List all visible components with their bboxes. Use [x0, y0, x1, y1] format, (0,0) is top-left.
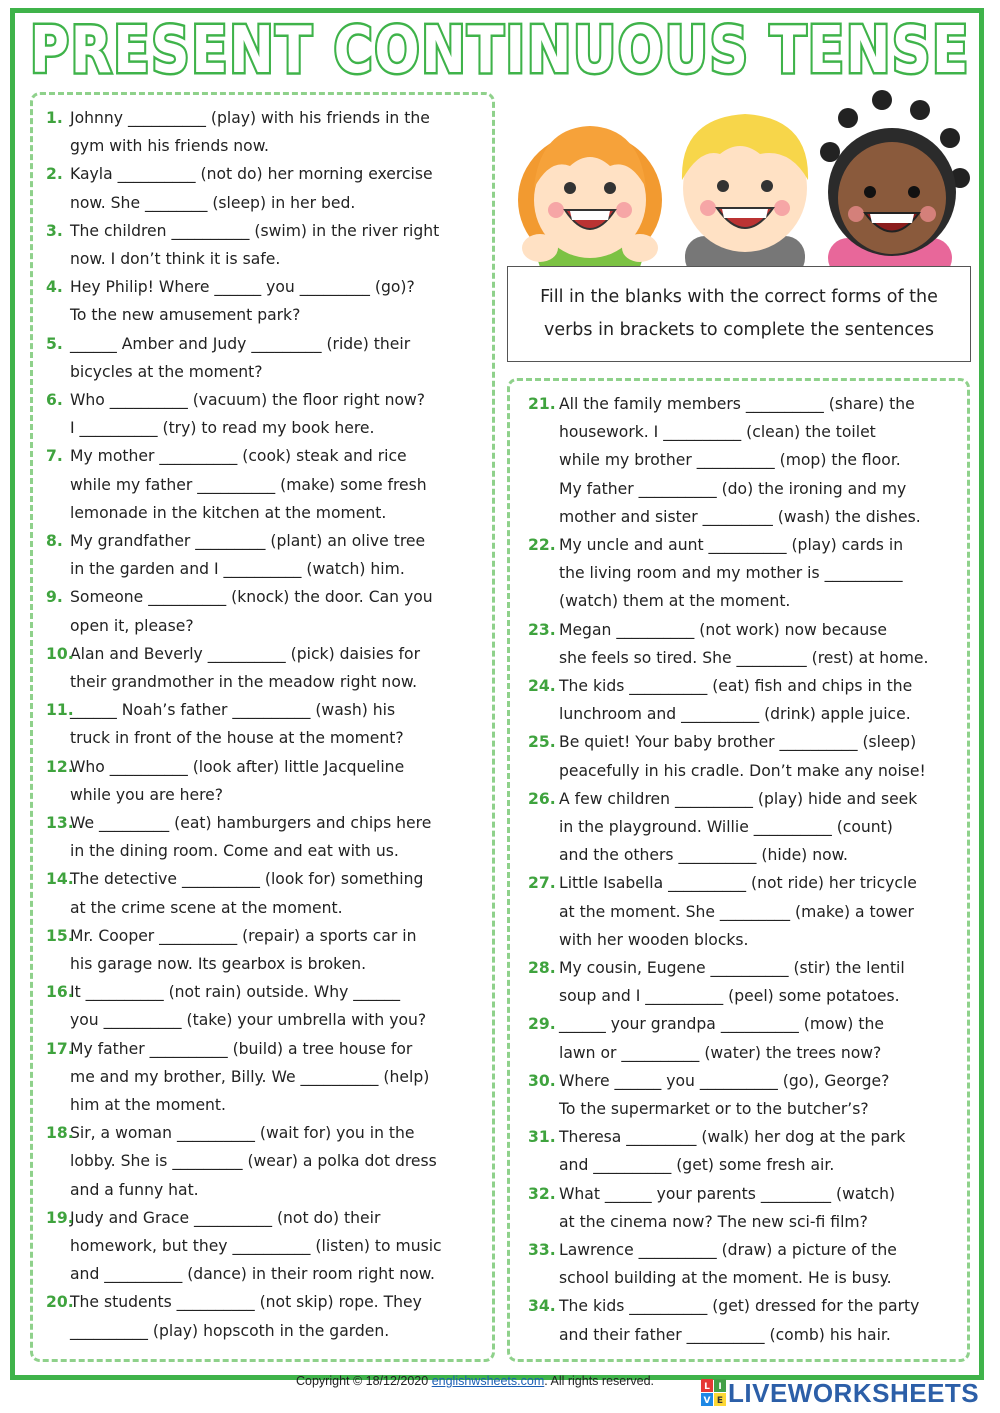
question-line: Mr. Cooper __________ (repair) a sports car in	[70, 926, 417, 945]
question-line: mother and sister _________ (wash) the dishes.	[559, 507, 921, 526]
question-number: 20.	[46, 1293, 74, 1312]
question-line: and their father __________ (comb) his hair.	[559, 1325, 891, 1344]
question-line: My cousin, Eugene __________ (stir) the lentil	[559, 959, 905, 977]
question-item	[528, 1180, 960, 1236]
question-line: Little Isabella __________ (not ride) her tricycle	[559, 874, 917, 893]
question-line: Kayla __________ (not do) her morning exercise	[70, 165, 433, 184]
question-item	[46, 330, 478, 386]
question-item	[46, 1288, 478, 1344]
question-line: his garage now. Its gearbox is broken.	[70, 955, 367, 973]
question-item	[46, 696, 478, 752]
question-line: in the garden and I __________ (watch) him.	[70, 560, 405, 579]
question-number: 1.	[46, 109, 63, 127]
question-item	[528, 616, 960, 672]
question-line: All the family members __________ (share) the	[559, 395, 915, 413]
question-number: 33.	[528, 1241, 556, 1259]
question-item	[46, 640, 478, 696]
question-line: Who __________ (vacuum) the floor right now?	[70, 391, 426, 409]
question-item	[528, 1292, 960, 1348]
question-number: 12.	[46, 757, 74, 776]
question-line: ______ your grandpa __________ (mow) the	[559, 1015, 884, 1034]
question-line: with her wooden blocks.	[559, 930, 749, 949]
liveworksheets-logo[interactable]	[700, 1378, 996, 1408]
question-line: My father __________ (do) the ironing and my	[559, 479, 907, 498]
question-item	[528, 1123, 960, 1179]
question-line: To the new amusement park?	[70, 306, 301, 325]
question-line: now. She ________ (sleep) in her bed.	[70, 193, 356, 212]
question-line: Johnny __________ (play) with his friends in the	[70, 109, 430, 127]
question-number: 8.	[46, 532, 63, 550]
question-number: 34.	[528, 1297, 556, 1316]
question-number: 4.	[46, 278, 63, 297]
question-number: 29.	[528, 1015, 556, 1034]
question-line: The students __________ (not skip) rope. They	[70, 1293, 422, 1312]
question-line: (watch) them at the moment.	[559, 592, 791, 611]
question-line: My uncle and aunt __________ (play) cards in	[559, 536, 904, 554]
question-line: truck in front of the house at the moment?	[70, 729, 404, 748]
question-line: My father __________ (build) a tree house for	[70, 1039, 413, 1058]
question-item	[46, 442, 478, 527]
question-line: while you are here?	[70, 785, 224, 804]
question-number: 25.	[528, 733, 556, 752]
question-item	[528, 869, 960, 954]
question-line: The kids __________ (get) dressed for the party	[559, 1297, 920, 1316]
question-line: at the moment. She _________ (make) a tower	[559, 902, 914, 921]
question-number: 7.	[46, 447, 63, 466]
question-number: 31.	[528, 1128, 556, 1147]
question-line: while my brother __________ (mop) the floor.	[559, 451, 901, 470]
question-line: Who __________ (look after) little Jacqueline	[70, 757, 405, 776]
boy-blond-hair-icon	[682, 114, 808, 278]
rights-text: . All rights reserved.	[544, 1374, 655, 1388]
question-item	[46, 527, 478, 583]
question-line: Judy and Grace __________ (not do) their	[70, 1208, 381, 1227]
question-number: 14.	[46, 870, 74, 889]
question-line: __________ (play) hopscoth in the garden.	[70, 1321, 390, 1340]
question-line: while my father __________ (make) some fresh	[70, 475, 427, 494]
question-line: Hey Philip! Where ______ you _________ (go)?	[70, 278, 415, 297]
question-line: lawn or __________ (water) the trees now?	[559, 1043, 882, 1062]
question-item	[528, 531, 960, 616]
question-item	[46, 160, 478, 216]
instruction-box	[507, 266, 971, 362]
question-item	[46, 273, 478, 329]
question-item	[528, 390, 960, 531]
question-line: The detective __________ (look for) something	[70, 870, 424, 889]
question-line: It __________ (not rain) outside. Why ______	[70, 983, 401, 1002]
question-number: 26.	[528, 789, 556, 808]
question-line: The children __________ (swim) in the river right	[70, 221, 440, 240]
question-line: lemonade in the kitchen at the moment.	[70, 503, 387, 522]
question-number: 28.	[528, 959, 556, 977]
copyright-text: Copyright © 18/12/2020	[296, 1374, 432, 1388]
question-item	[46, 104, 478, 160]
question-line: and a funny hat.	[70, 1180, 199, 1199]
question-item	[528, 728, 960, 784]
question-line: A few children __________ (play) hide and seek	[559, 789, 918, 808]
question-line: and the others __________ (hide) now.	[559, 846, 848, 865]
question-number: 30.	[528, 1071, 556, 1090]
question-line: soup and I __________ (peel) some potatoes.	[559, 987, 900, 1006]
question-number: 15.	[46, 926, 74, 945]
question-item	[46, 1119, 478, 1204]
question-number: 2.	[46, 165, 63, 184]
question-line: peacefully in his cradle. Don’t make any noise!	[559, 761, 926, 780]
page-title	[0, 14, 1000, 84]
question-number: 6.	[46, 391, 63, 409]
liveworksheets-badge-icon	[700, 1378, 728, 1408]
question-line: We _________ (eat) hamburgers and chips here	[70, 814, 432, 832]
question-line: now. I don’t think it is safe.	[70, 250, 281, 268]
logo-letter-v: V	[703, 1396, 711, 1406]
question-line: open it, please?	[70, 616, 194, 635]
girl-dark-hair-icon	[820, 90, 970, 278]
question-line: Where ______ you __________ (go), George?	[559, 1071, 890, 1090]
logo-letter-l: L	[704, 1382, 710, 1392]
question-line: What ______ your parents _________ (watch)	[559, 1184, 896, 1203]
question-item	[528, 672, 960, 728]
question-line: Someone __________ (knock) the door. Can you	[70, 588, 433, 607]
question-line: at the cinema now? The new sci-fi film?	[559, 1212, 868, 1231]
question-item	[528, 785, 960, 870]
question-number: 18.	[46, 1124, 74, 1143]
question-item	[46, 865, 478, 921]
question-number: 27.	[528, 874, 556, 893]
question-line: Be quiet! Your baby brother __________ (sleep)	[559, 733, 917, 752]
question-line: in the playground. Willie __________ (count)	[559, 818, 893, 836]
question-line: I __________ (try) to read my book here.	[70, 419, 375, 438]
question-item	[46, 583, 478, 639]
question-line: housework. I __________ (clean) the toilet	[559, 423, 876, 442]
children-illustration	[510, 88, 970, 278]
question-item	[46, 386, 478, 442]
question-line: their grandmother in the meadow right now.	[70, 673, 418, 691]
question-number: 32.	[528, 1184, 556, 1203]
question-number: 24.	[528, 677, 556, 695]
question-line: Sir, a woman __________ (wait for) you in the	[70, 1124, 415, 1143]
question-item	[46, 217, 478, 273]
question-line: gym with his friends now.	[70, 137, 270, 156]
question-line: and __________ (dance) in their room right now.	[70, 1265, 435, 1284]
question-line: him at the moment.	[70, 1096, 227, 1114]
question-number: 21.	[528, 395, 556, 413]
question-item	[46, 753, 478, 809]
question-line: Lawrence __________ (draw) a picture of the	[559, 1241, 897, 1259]
question-line: My mother __________ (cook) steak and rice	[70, 447, 407, 466]
instruction-text: Fill in the blanks with the correct forms of the verbs in brackets to complete the sentences	[540, 287, 938, 340]
question-item	[528, 1067, 960, 1123]
question-line: you __________ (take) your umbrella with you?	[70, 1011, 427, 1030]
question-line: ______ Noah’s father __________ (wash) his	[70, 701, 396, 720]
question-line: My grandfather _________ (plant) an olive tree	[70, 532, 426, 550]
question-number: 16.	[46, 983, 74, 1002]
question-line: lunchroom and __________ (drink) apple juice.	[559, 705, 911, 724]
question-item	[528, 954, 960, 1010]
question-line: bicycles at the moment?	[70, 362, 263, 381]
question-line: The kids __________ (eat) fish and chips in the	[559, 677, 913, 695]
question-number: 3.	[46, 221, 63, 240]
question-line: and __________ (get) some fresh air.	[559, 1156, 835, 1175]
question-number: 23.	[528, 620, 556, 639]
question-item	[46, 809, 478, 865]
question-line: To the supermarket or to the butcher’s?	[559, 1100, 869, 1118]
page-title-text: PRESENT CONTINUOUS TENSE	[30, 14, 970, 84]
question-line: in the dining room. Come and eat with us.	[70, 842, 399, 861]
question-number: 19.	[46, 1208, 74, 1227]
copyright-link[interactable]: englishwsheets.com	[431, 1374, 545, 1388]
question-line: Theresa _________ (walk) her dog at the park	[559, 1128, 906, 1147]
question-line: lobby. She is _________ (wear) a polka dot dress	[70, 1152, 437, 1171]
liveworksheets-wordmark: LIVEWORKSHEETS	[728, 1378, 980, 1408]
question-line: homework, but they __________ (listen) to music	[70, 1237, 442, 1255]
logo-letter-i: I	[718, 1382, 722, 1392]
question-item	[528, 1236, 960, 1292]
question-line: she feels so tired. She _________ (rest) at home.	[559, 648, 929, 667]
girl-orange-hair-icon	[518, 126, 662, 278]
question-line: Megan __________ (not work) now because	[559, 620, 887, 639]
question-line: me and my brother, Billy. We __________ (help)	[70, 1067, 430, 1086]
question-line: school building at the moment. He is busy.	[559, 1269, 892, 1288]
question-number: 9.	[46, 588, 63, 607]
question-number: 17.	[46, 1039, 74, 1058]
question-item	[528, 1010, 960, 1066]
question-number: 13.	[46, 814, 74, 832]
question-number: 5.	[46, 334, 63, 353]
question-item	[46, 1035, 478, 1120]
logo-letter-e: E	[716, 1396, 724, 1406]
question-item	[46, 1204, 478, 1289]
question-line: ______ Amber and Judy _________ (ride) their	[70, 334, 411, 353]
question-line: the living room and my mother is __________	[559, 564, 903, 583]
question-item	[46, 978, 478, 1034]
question-number: 10.	[46, 644, 74, 663]
question-line: at the crime scene at the moment.	[70, 898, 343, 917]
copyright-footer	[296, 1374, 654, 1388]
question-number: 11.	[46, 701, 74, 720]
question-number: 22.	[528, 536, 556, 554]
question-item	[46, 922, 478, 978]
question-line: Alan and Beverly __________ (pick) daisies for	[70, 644, 420, 663]
